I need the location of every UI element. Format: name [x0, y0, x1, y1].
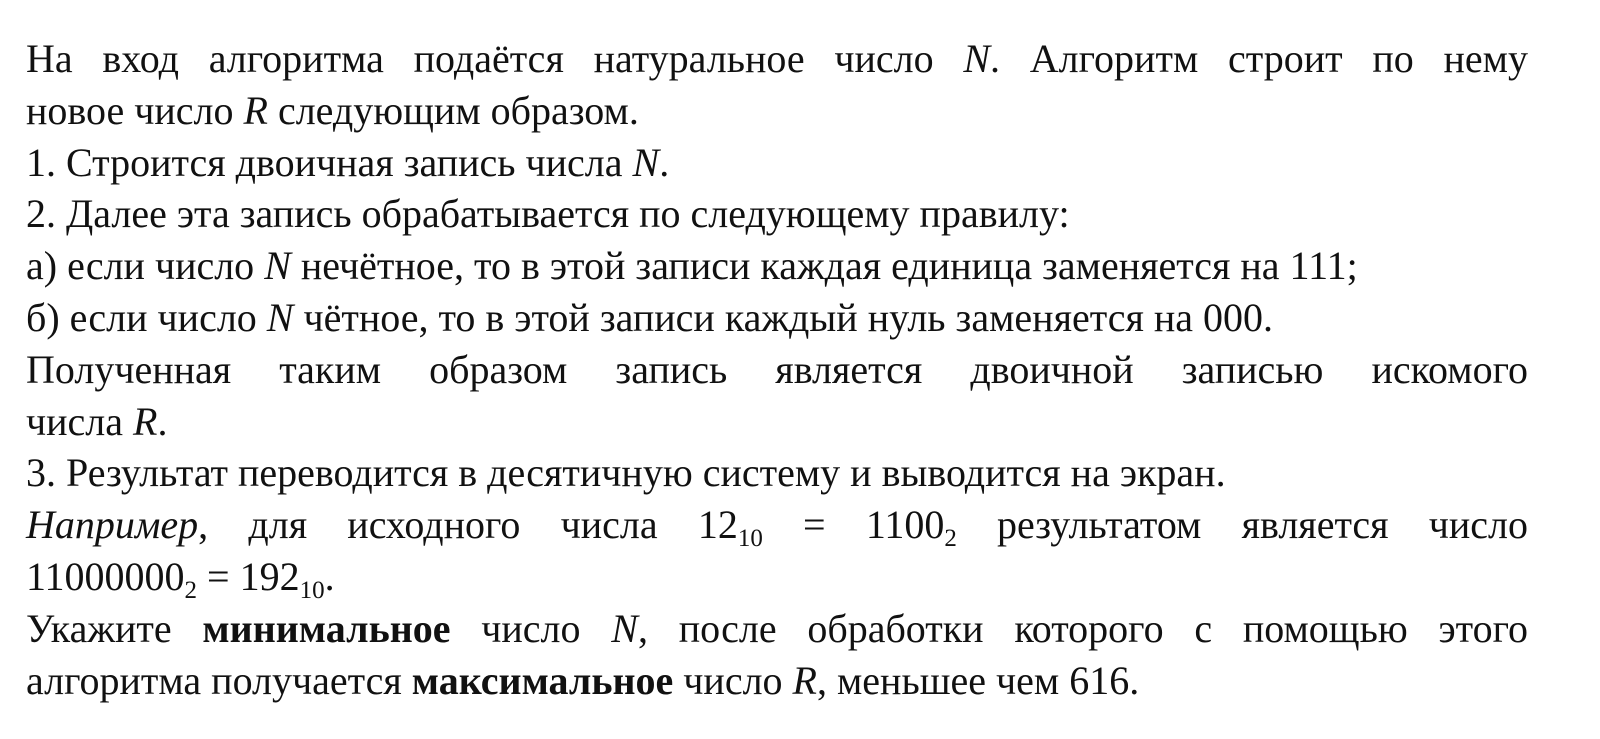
- text-span: число: [673, 657, 793, 703]
- problem-text: [26, 33, 1528, 706]
- intro-line-2: [26, 85, 1528, 137]
- variable-n: N: [611, 605, 638, 651]
- variable-r: R: [133, 398, 158, 444]
- example-label: Например: [26, 502, 199, 548]
- text-span: алгоритма получается: [26, 657, 412, 703]
- variable-r: R: [792, 657, 817, 703]
- text-span: а) если число: [26, 243, 265, 289]
- number: [865, 502, 957, 553]
- text-span: .: [659, 139, 670, 185]
- intro-line-1: [26, 33, 1528, 85]
- text-span: , для исходного числа: [198, 502, 698, 548]
- text-span: результатом является число: [956, 502, 1529, 548]
- variable-n: N: [266, 294, 294, 340]
- rule-b: [26, 292, 1528, 344]
- text-span: Укажите: [26, 605, 203, 651]
- number-value: 1100: [865, 502, 945, 548]
- text-span: 3. Результат переводится в десятичную систему и выводится на экран.: [26, 450, 1226, 496]
- text-span: б) если число: [26, 294, 267, 340]
- equals-sign: =: [762, 502, 866, 548]
- base-subscript: 10: [737, 525, 763, 553]
- number-value: 12: [697, 502, 738, 548]
- equals-sign: =: [197, 553, 240, 599]
- text-span: 1. Строится двоичная запись числа: [26, 139, 633, 185]
- result-line-2: [26, 396, 1528, 448]
- text-span: . Алгоритм строит по нему: [990, 36, 1528, 81]
- step-2: [26, 188, 1528, 240]
- text-span: число: [450, 605, 612, 651]
- text-span: .: [157, 398, 168, 444]
- variable-n: N: [963, 36, 991, 81]
- text-span: числа: [26, 398, 133, 444]
- variable-r: R: [243, 87, 268, 133]
- base-subscript: 2: [184, 576, 198, 604]
- text-span: новое число: [26, 87, 244, 133]
- result-line-1: [26, 344, 1528, 396]
- emphasis-maximal: максимальное: [411, 657, 674, 703]
- text-span: чётное, то в этой записи каждый нуль заменяется на 000.: [293, 294, 1273, 340]
- example-line-2: [26, 551, 1528, 603]
- task-line-1: [26, 603, 1528, 655]
- text-span: , меньшее чем 616.: [816, 657, 1140, 703]
- text-span: , после обработки которого с помощью этого: [637, 605, 1528, 651]
- task-line-2: [26, 655, 1528, 707]
- text-span: следующим образом.: [267, 87, 639, 133]
- text-span: Полученная таким образом запись является двоичной записью искомого: [26, 346, 1528, 392]
- rule-a: [26, 240, 1528, 292]
- base-subscript: 2: [944, 525, 957, 553]
- emphasis-minimal: минимальное: [202, 605, 451, 651]
- text-span: .: [324, 553, 335, 599]
- number-value: 192: [239, 553, 300, 599]
- text-span: 2. Далее эта запись обрабатывается по следующему правилу:: [26, 191, 1070, 237]
- variable-n: N: [264, 243, 291, 289]
- variable-n: N: [632, 139, 660, 185]
- text-span: нечётное, то в этой записи каждая единица заменяется на 111;: [290, 243, 1358, 289]
- text-span: На вход алгоритма подаётся натуральное число: [26, 36, 964, 81]
- number: [697, 502, 763, 553]
- base-subscript: 10: [299, 576, 325, 604]
- example-line-1: [26, 499, 1528, 551]
- step-3: [26, 447, 1528, 499]
- number-value: 11000000: [26, 553, 185, 599]
- step-1: [26, 137, 1528, 189]
